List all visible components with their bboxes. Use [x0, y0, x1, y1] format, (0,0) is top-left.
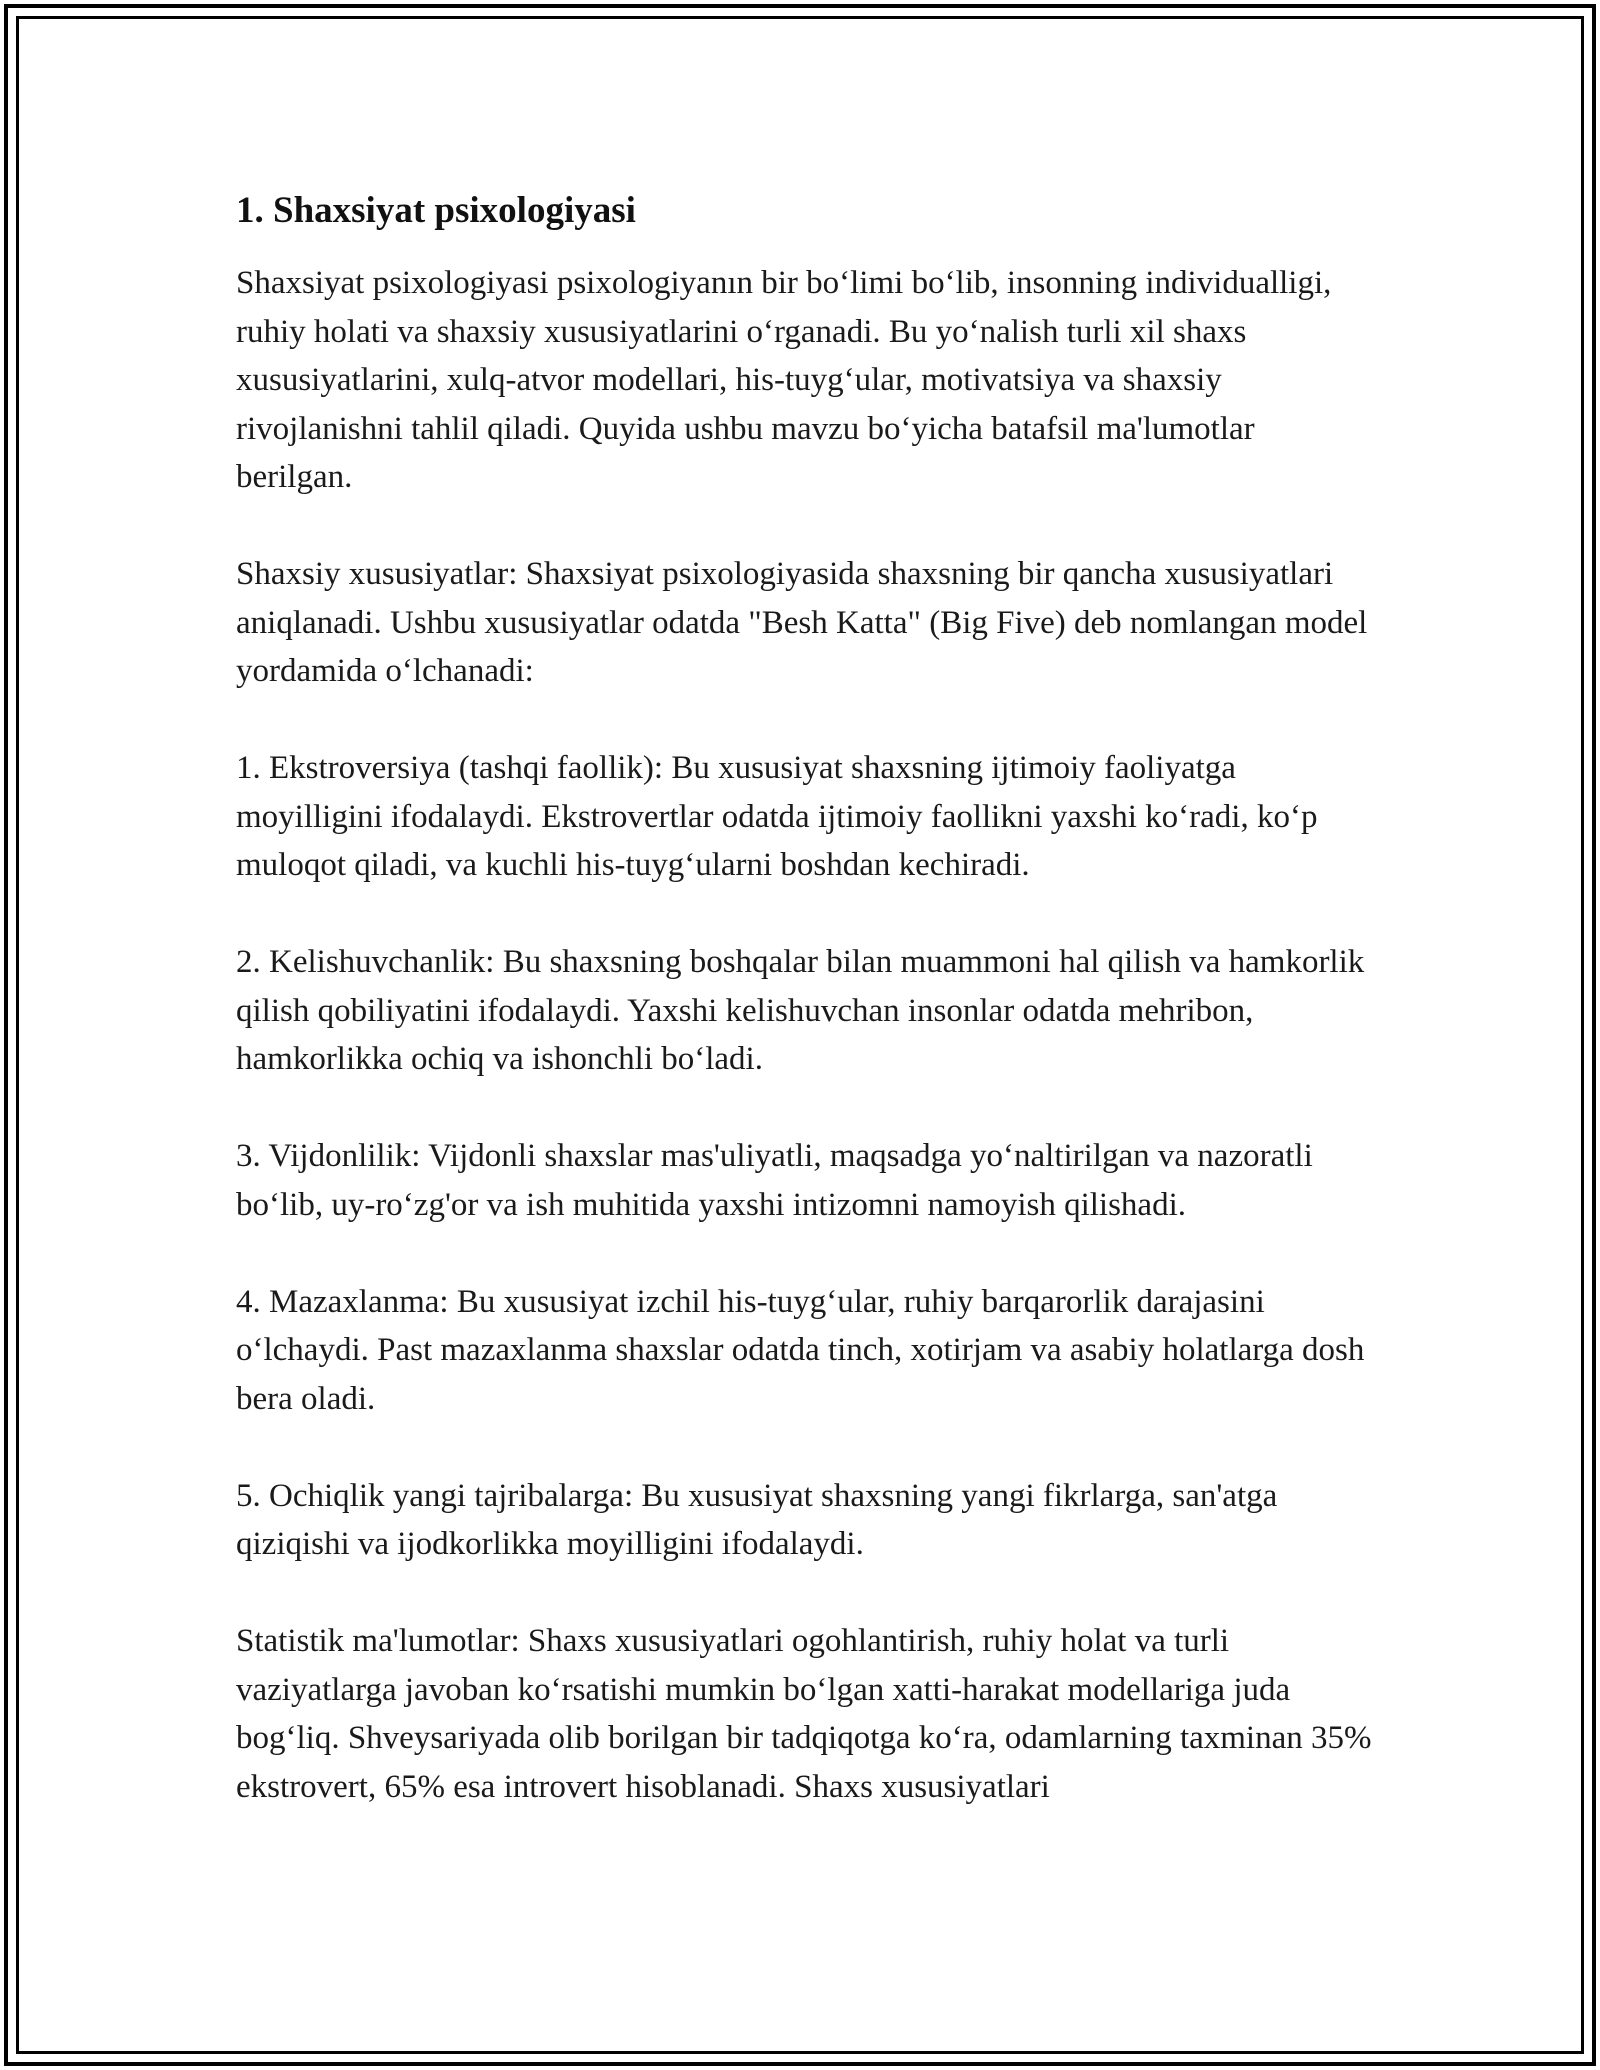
paragraph-neuroticism: 4. Mazaxlanma: Bu xususiyat izchil his-tuyg‘ular, ruhiy barqarorlik darajasini o‘lchaydi. Past mazaxlanma shaxslar odatda tinch, xotirjam va asabiy holatlarga dosh bera oladi. [236, 1283, 1365, 1417]
paragraph-statistics: Statistik ma'lumotlar: Shaxs xususiyatlari ogohlantirish, ruhiy holat va turli vaziyatlarga javoban ko‘rsatishi mumkin bo‘lgan xatti-harakat modellariga juda bog‘liq. Shveysariyada olib borilgan bir tadqiqotga ko‘ra, odamlarning taxminan 35% ekstrovert, 65% esa introvert hisoblanadi. Shaxs xususiyatlari [236, 1623, 1372, 1805]
paragraph-intro: Shaxsiyat psixologiyasi psixologiyanın bir bo‘limi bo‘lib, insonning individualligi, ruhiy holati va shaxsiy xususiyatlarini o‘rganadi. Bu yo‘nalish turli xil shaxs xususiyatlarini, xulq-atvor modellari, his-tuyg‘ular, motivatsiya va shaxsiy rivojlanishni tahlil qiladi. Quyida ushbu mavzu bo‘yicha batafsil ma'lumotlar berilgan. [236, 265, 1332, 495]
paragraph-conscientiousness: 3. Vijdonlilik: Vijdonli shaxslar mas'uliyatli, maqsadga yo‘naltirilgan va nazoratli bo‘lib, uy-ro‘zg'or va ish muhitida yaxshi intizomni namoyish qilishadi. [236, 1138, 1313, 1223]
document-title: 1. Shaxsiyat psixologiyasi [236, 190, 636, 231]
document-body [236, 185, 1376, 1811]
paragraph-personal-traits: Shaxsiy xususiyatlar: Shaxsiyat psixologiyasida shaxsning bir qancha xususiyatlari aniqlanadi. Ushbu xususiyatlar odatda "Besh Katta" (Big Five) deb nomlangan model yordamida o‘lchanadi: [236, 556, 1368, 689]
paragraph-agreeableness: 2. Kelishuvchanlik: Bu shaxsning boshqalar bilan muammoni hal qilish va hamkorlik qilish qobiliyatini ifodalaydi. Yaxshi kelishuvchan insonlar odatda mehribon, hamkorlikka ochiq va ishonchli bo‘ladi. [236, 944, 1365, 1077]
paragraph-extraversion: 1. Ekstroversiya (tashqi faollik): Bu xususiyat shaxsning ijtimoiy faoliyatga moyilligini ifodalaydi. Ekstrovertlar odatda ijtimoiy faollikni yaxshi ko‘radi, ko‘p muloqot qiladi, va kuchli his-tuyg‘ularni boshdan kechiradi. [236, 750, 1318, 883]
paragraph-openness: 5. Ochiqlik yangi tajribalarga: Bu xususiyat shaxsning yangi fikrlarga, san'atga qiziqishi va ijodkorlikka moyilligini ifodalaydi. [236, 1477, 1278, 1562]
